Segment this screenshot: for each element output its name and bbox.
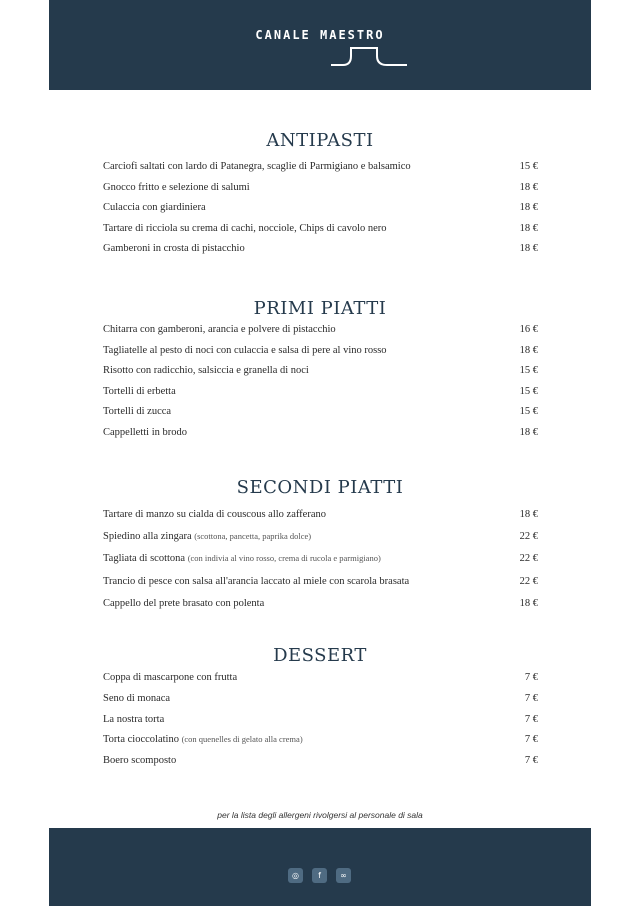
menu-item-price: 18 € <box>519 181 538 193</box>
menu-item <box>103 576 538 587</box>
menu-item-text <box>103 345 387 356</box>
menu-item-text <box>103 672 237 683</box>
menu-item <box>103 509 538 520</box>
footer <box>49 828 591 906</box>
logo-bridge-icon <box>329 46 409 68</box>
allergen-note: per la lista degli allergeni rivolgersi al personale di sala <box>217 810 423 820</box>
menu-item-name: Tartare di manzo su cialda di couscous allo zafferano <box>103 509 326 520</box>
menu-item-text <box>103 406 171 417</box>
menu-item-price: 18 € <box>519 597 538 609</box>
menu-item <box>103 365 538 376</box>
menu-item-name: Gamberoni in crosta di pistacchio <box>103 243 245 255</box>
menu-item-price: 7 € <box>524 755 538 767</box>
menu-item-price: 18 € <box>519 222 538 234</box>
menu-item <box>103 693 538 704</box>
menu-item-text <box>103 386 176 397</box>
menu-item-text <box>103 553 381 564</box>
menu-item-name: La nostra torta <box>103 713 165 725</box>
menu-item-text <box>103 182 250 193</box>
menu-item-name: Cappello del prete brasato con polenta <box>103 597 265 609</box>
section-title: SECONDI PIATTI <box>236 477 404 498</box>
section-title: PRIMI PIATTI <box>253 298 387 319</box>
menu-item <box>103 672 538 683</box>
menu-item-name: Torta cioccolatino <box>103 734 179 746</box>
menu-item <box>103 243 538 254</box>
menu-item <box>103 531 538 542</box>
tripadvisor-icon[interactable]: ∞ <box>336 868 351 883</box>
menu-item-text <box>103 734 303 745</box>
menu-item <box>103 223 538 234</box>
menu-item <box>103 161 538 172</box>
menu-item-name: Tagliatelle al pesto di noci con culaccia e salsa di pere al vino rosso <box>103 344 387 356</box>
menu-item-name: Culaccia con giardiniera <box>103 202 206 214</box>
menu-item <box>103 553 538 564</box>
menu-item <box>103 202 538 213</box>
menu-item-price: 18 € <box>519 509 538 520</box>
header <box>49 0 591 90</box>
menu-item-text <box>103 509 326 520</box>
menu-item-price: 18 € <box>519 243 538 255</box>
menu-item <box>103 345 538 356</box>
menu-item-text <box>103 202 206 213</box>
menu-item <box>103 734 538 745</box>
menu-item-text <box>103 598 264 609</box>
menu-item <box>103 182 538 193</box>
section-title: ANTIPASTI <box>266 130 374 151</box>
menu-item-name: Chitarra con gamberoni, arancia e polvere di pistacchio <box>103 324 336 335</box>
menu-item-text <box>103 755 176 766</box>
menu-item-price: 7 € <box>524 713 538 725</box>
menu-item-text <box>103 427 187 438</box>
menu-item-price: 15 € <box>519 406 538 418</box>
menu-item-name: Tortelli di zucca <box>103 406 172 418</box>
menu-item-name: Tartare di ricciola su crema di cachi, nocciole, Chips di cavolo nero <box>103 222 387 234</box>
menu-item-name: Boero scomposto <box>103 755 177 767</box>
menu-item-price: 22 € <box>519 575 538 587</box>
menu-item-price: 7 € <box>524 672 538 683</box>
menu-item-text <box>103 531 311 542</box>
section-title: DESSERT <box>273 645 367 666</box>
menu-item <box>103 406 538 417</box>
menu-item-name: Tortelli di erbetta <box>103 385 176 397</box>
menu-item-text <box>103 324 336 335</box>
menu-item-price: 15 € <box>519 365 538 377</box>
menu-item-price: 22 € <box>519 553 538 565</box>
menu-item-price: 16 € <box>519 324 538 335</box>
menu-item-name: Coppa di mascarpone con frutta <box>103 672 238 683</box>
menu-item-name: Gnocco fritto e selezione di salumi <box>103 181 250 193</box>
menu-item-text <box>103 365 309 376</box>
menu-item-price: 22 € <box>519 531 538 543</box>
menu-item <box>103 714 538 725</box>
menu-item <box>103 755 538 766</box>
menu-item-text <box>103 693 170 704</box>
menu-item-text <box>103 576 409 587</box>
menu-item-text <box>103 714 164 725</box>
menu-item-price: 15 € <box>519 385 538 397</box>
menu-item-price: 7 € <box>524 692 538 704</box>
menu-item-name: Carciofi saltati con lardo di Patanegra, scaglie di Parmigiano e balsamico <box>103 161 411 172</box>
menu-item-name: Tagliata di scottona <box>103 553 186 565</box>
menu-item-name: Seno di monaca <box>103 692 171 704</box>
menu-item <box>103 386 538 397</box>
menu-item-price: 7 € <box>524 734 538 746</box>
menu-item-note: (con quenelles di gelato alla crema) <box>181 734 303 745</box>
menu-item-note: (con indivia al vino rosso, crema di rucola e parmigiano) <box>187 553 381 564</box>
menu-item-price: 18 € <box>519 427 538 438</box>
facebook-icon[interactable]: f <box>312 868 327 883</box>
instagram-icon[interactable]: ◎ <box>288 868 303 883</box>
menu-item-name: Cappelletti in brodo <box>103 427 187 438</box>
menu-item-text <box>103 161 411 172</box>
menu-item <box>103 427 538 438</box>
menu-item-price: 15 € <box>519 161 538 172</box>
menu-item-name: Risotto con radicchio, salsiccia e granella di noci <box>103 365 309 377</box>
menu-item <box>103 324 538 335</box>
menu-item-text <box>103 223 387 234</box>
brand-name: CANALE MAESTRO <box>255 28 385 42</box>
menu-item <box>103 598 538 609</box>
menu-item-price: 18 € <box>519 344 538 356</box>
menu-item-name: Trancio di pesce con salsa all'arancia laccato al miele con scarola brasata <box>103 575 410 587</box>
menu-item-name: Spiedino alla zingara <box>103 531 192 543</box>
menu-item-price: 18 € <box>519 202 538 214</box>
menu-item-note: (scottona, pancetta, paprika dolce) <box>194 531 312 542</box>
menu-item-text <box>103 243 245 254</box>
